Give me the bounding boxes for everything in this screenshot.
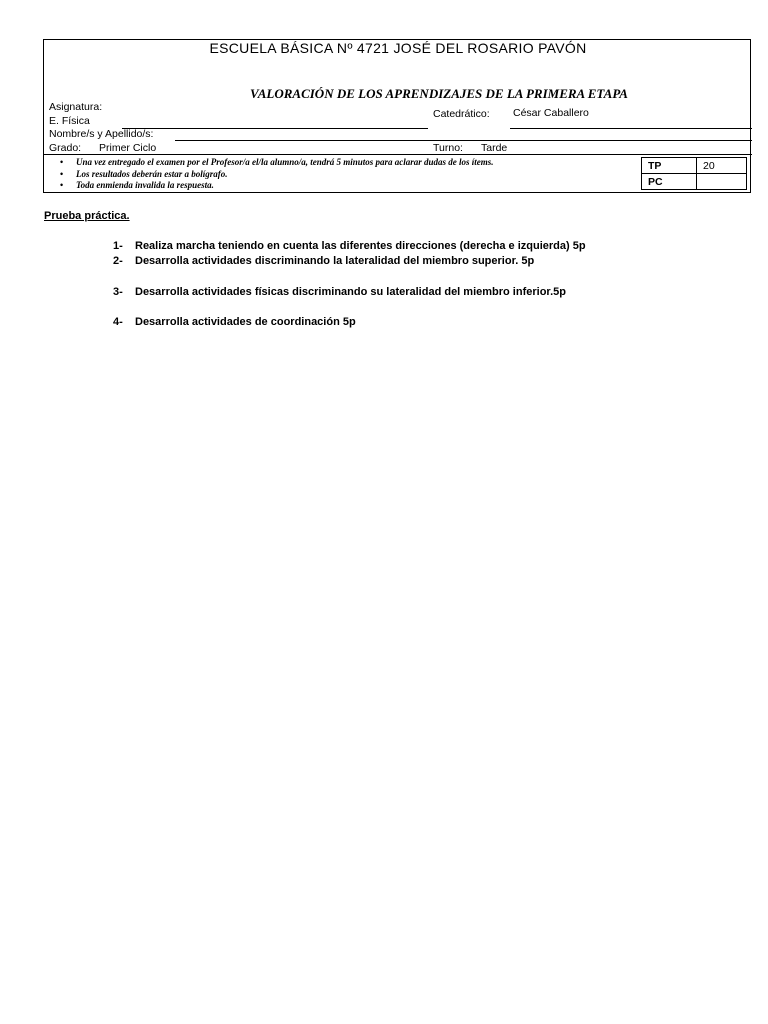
task-text: Desarrolla actividades discriminando la lateralidad del miembro superior. 5p bbox=[135, 255, 535, 267]
exam-subtitle: VALORACIÓN DE LOS APRENDIZAJES DE LA PRIMERA ETAPA bbox=[250, 86, 628, 101]
nombre-line bbox=[175, 140, 752, 141]
exam-rules bbox=[56, 157, 494, 192]
nombre-label: Nombre/s y Apellido/s: bbox=[49, 128, 154, 140]
task-text: Desarrolla actividades de coordinación 5p bbox=[135, 316, 356, 328]
catedratico-value: César Caballero bbox=[513, 107, 589, 119]
header-divider bbox=[44, 154, 752, 155]
rule-item: • Los resultados deberán estar a bolígrafo. bbox=[56, 169, 494, 181]
score-table bbox=[641, 157, 747, 190]
rule-item: • Toda enmienda invalida la respuesta. bbox=[56, 180, 494, 192]
asignatura-line bbox=[122, 128, 428, 129]
task-number: 1- bbox=[113, 240, 123, 252]
turno-label: Turno: bbox=[433, 142, 463, 154]
asignatura-value: E. Física bbox=[49, 115, 90, 127]
task-number: 4- bbox=[113, 316, 123, 328]
task-number: 2- bbox=[113, 255, 123, 267]
task-item bbox=[113, 255, 534, 267]
task-text: Realiza marcha teniendo en cuenta las diferentes direcciones (derecha e izquierda) 5p bbox=[135, 240, 586, 252]
grado-value: Primer Ciclo bbox=[99, 142, 157, 154]
pc-value bbox=[697, 174, 747, 190]
asignatura-label: Asignatura: bbox=[49, 101, 103, 113]
catedratico-label: Catedrático: bbox=[433, 108, 490, 120]
pc-label: PC bbox=[642, 174, 697, 190]
task-item bbox=[113, 240, 586, 252]
grado-label: Grado: bbox=[49, 142, 82, 154]
score-row-tp bbox=[642, 158, 747, 174]
task-number: 3- bbox=[113, 286, 123, 298]
score-row-pc bbox=[642, 174, 747, 190]
task-text: Desarrolla actividades físicas discriminando su lateralidad del miembro inferior.5p bbox=[135, 286, 566, 298]
rule-item: • Una vez entregado el examen por el Profesor/a el/la alumno/a, tendrá 5 minutos para aclarar dudas de los ítems. bbox=[56, 157, 494, 169]
tp-label: TP bbox=[642, 158, 697, 174]
catedratico-line bbox=[510, 128, 752, 129]
section-title: Prueba práctica. bbox=[44, 210, 130, 222]
school-name: ESCUELA BÁSICA Nº 4721 JOSÉ DEL ROSARIO PAVÓN bbox=[209, 40, 587, 56]
tp-value: 20 bbox=[697, 158, 747, 174]
turno-value: Tarde bbox=[481, 142, 508, 154]
task-item bbox=[113, 286, 566, 298]
task-item bbox=[113, 316, 356, 328]
exam-header bbox=[43, 39, 751, 193]
